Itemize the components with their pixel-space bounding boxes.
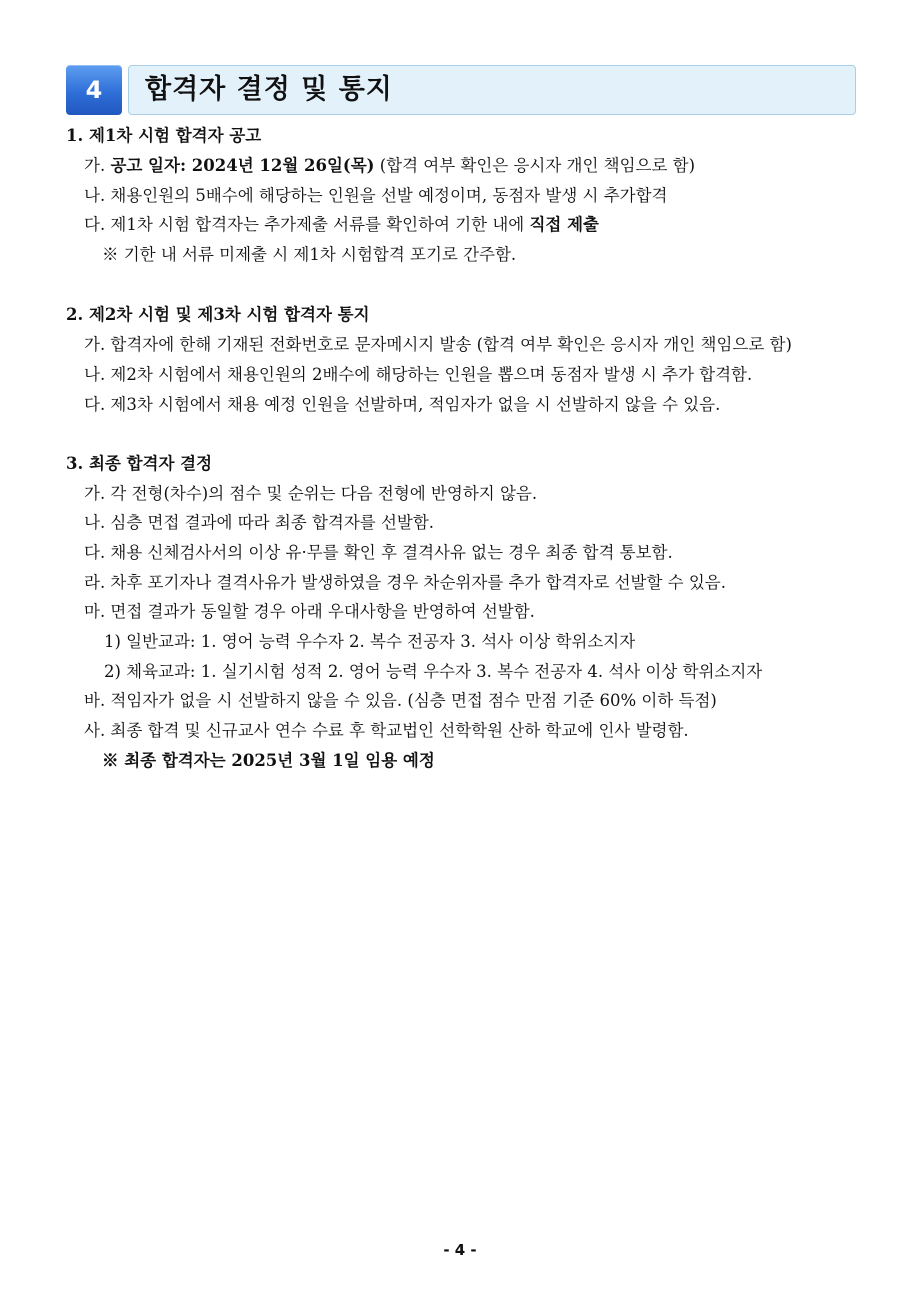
section-number-badge: 4 — [66, 65, 122, 115]
item-a-rest: (합격 여부 확인은 응시자 개인 책임으로 함) — [374, 156, 696, 175]
item-a-prefix: 가. — [84, 156, 111, 175]
section-3-item: 나. 심층 면접 결과에 따라 최종 합격자를 선발함. — [84, 513, 435, 532]
section-3-item: 가. 각 전형(차수)의 점수 및 순위는 다음 전형에 반영하지 않음. — [84, 484, 538, 503]
direct-submit-emphasis: 직접 제출 — [529, 215, 599, 234]
section-2-item: 나. 제2차 시험에서 채용인원의 2배수에 해당하는 인원을 뽑으며 동점자 발생 시 추가 합격함. — [84, 365, 753, 384]
section-3-title: 3. 최종 합격자 결정 — [66, 454, 213, 473]
announcement-date: 공고 일자: 2024년 12월 26일(목) — [110, 156, 375, 175]
page-number: - 4 - — [443, 1241, 477, 1259]
section-3-item: 라. 차후 포기자나 결격사유가 발생하였을 경우 차순위자를 추가 합격자로 선발할 수 있음. — [84, 573, 726, 592]
section-2-item: 다. 제3차 시험에서 채용 예정 인원을 선발하며, 적임자가 없을 시 선발하지 않을 수 있음. — [84, 395, 721, 414]
section-1-item-a — [84, 155, 695, 177]
section-header — [66, 65, 856, 115]
final-appointment-note: ※ 최종 합격자는 2025년 3월 1일 임용 예정 — [102, 751, 435, 770]
item-c-prefix: 다. 제1차 시험 합격자는 추가제출 서류를 확인하여 기한 내에 — [84, 215, 530, 234]
section-2-title: 2. 제2차 시험 및 제3차 시험 합격자 통지 — [66, 305, 370, 324]
section-3-item: 다. 채용 신체검사서의 이상 유·무를 확인 후 결격사유 없는 경우 최종 합격 통보함. — [84, 543, 673, 562]
section-1-item-b: 나. 채용인원의 5배수에 해당하는 인원을 선발 예정이며, 동점자 발생 시 추가합격 — [84, 186, 668, 205]
section-3-subitem: 2) 체육교과: 1. 실기시험 성적 2. 영어 능력 우수자 3. 복수 전공자 4. 석사 이상 학위소지자 — [104, 662, 763, 681]
section-title: 합격자 결정 및 통지 — [145, 74, 393, 105]
section-3-item: 바. 적임자가 없을 시 선발하지 않을 수 있음. (심층 면접 점수 만점 기준 60% 이하 득점) — [84, 691, 717, 710]
section-1-title: 1. 제1차 시험 합격자 공고 — [66, 126, 262, 145]
section-3-item: 사. 최종 합격 및 신규교사 연수 수료 후 학교법인 선학학원 산하 학교에 인사 발령함. — [84, 721, 689, 740]
section-1-item-c — [84, 214, 599, 236]
section-3-subitem: 1) 일반교과: 1. 영어 능력 우수자 2. 복수 전공자 3. 석사 이상 학위소지자 — [104, 632, 636, 651]
section-1-note: ※ 기한 내 서류 미제출 시 제1차 시험합격 포기로 간주함. — [102, 245, 517, 264]
section-3-item: 마. 면접 결과가 동일할 경우 아래 우대사항을 반영하여 선발함. — [84, 602, 535, 621]
section-title-box — [128, 65, 856, 115]
section-2-item: 가. 합격자에 한해 기재된 전화번호로 문자메시지 발송 (합격 여부 확인은 응시자 개인 책임으로 함) — [84, 335, 792, 354]
